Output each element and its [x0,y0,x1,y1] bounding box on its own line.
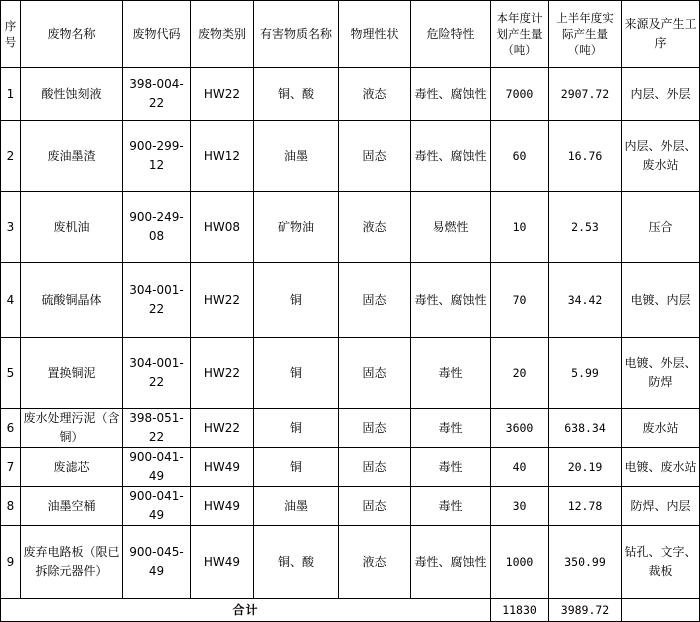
header-source-process: 来源及产生工序 [622,1,700,68]
total-planned-amount: 11830 [491,599,549,622]
cell-waste-name: 废机油 [21,192,123,263]
cell-waste-code: 900-041-49 [123,487,191,526]
header-physical-state: 物理性状 [339,1,411,68]
header-planned-amount: 本年度计划产生量（吨） [491,1,549,68]
cell-waste-category: HW22 [191,68,254,121]
table-row [1,338,700,409]
cell-serial-number: 6 [1,409,21,448]
cell-hazardous-substance: 矿物油 [254,192,339,263]
cell-waste-code: 398-004-22 [123,68,191,121]
header-waste-name: 废物名称 [21,1,123,68]
cell-hazard-characteristic: 毒性 [411,448,491,487]
header-row [1,1,700,68]
cell-actual-amount: 5.99 [549,338,622,409]
cell-hazard-characteristic: 易燃性 [411,192,491,263]
cell-waste-category: HW49 [191,448,254,487]
cell-serial-number: 4 [1,263,21,338]
cell-hazard-characteristic: 毒性、腐蚀性 [411,68,491,121]
cell-waste-code: 900-299-12 [123,121,191,192]
cell-hazardous-substance: 铜 [254,409,339,448]
header-actual-amount: 上半年度实际产生量（吨） [549,1,622,68]
cell-source-process: 废水站 [622,409,700,448]
total-actual-amount: 3989.72 [549,599,622,622]
cell-waste-name: 置换铜泥 [21,338,123,409]
cell-serial-number: 2 [1,121,21,192]
cell-serial-number: 8 [1,487,21,526]
table-row [1,487,700,526]
cell-actual-amount: 16.76 [549,121,622,192]
table-row [1,263,700,338]
header-serial-number: 序号 [1,1,21,68]
cell-source-process: 电镀、外层、防焊 [622,338,700,409]
table-body [1,68,700,599]
cell-serial-number: 5 [1,338,21,409]
total-label: 合计 [1,599,491,622]
cell-waste-name: 硫酸铜晶体 [21,263,123,338]
cell-physical-state: 液态 [339,68,411,121]
cell-planned-amount: 7000 [491,68,549,121]
cell-physical-state: 固态 [339,121,411,192]
cell-waste-code: 900-045-49 [123,526,191,599]
cell-actual-amount: 12.78 [549,487,622,526]
cell-waste-category: HW12 [191,121,254,192]
cell-serial-number: 9 [1,526,21,599]
cell-waste-code: 900-249-08 [123,192,191,263]
cell-physical-state: 固态 [339,338,411,409]
cell-waste-name: 废油墨渣 [21,121,123,192]
cell-waste-name: 废弃电路板（限已拆除元器件） [21,526,123,599]
table-row [1,68,700,121]
cell-planned-amount: 3600 [491,409,549,448]
cell-actual-amount: 638.34 [549,409,622,448]
cell-waste-category: HW22 [191,409,254,448]
table-row [1,121,700,192]
header-hazard-characteristic: 危险特性 [411,1,491,68]
cell-physical-state: 固态 [339,487,411,526]
cell-waste-category: HW08 [191,192,254,263]
cell-waste-code: 398-051-22 [123,409,191,448]
cell-waste-code: 900-041-49 [123,448,191,487]
cell-hazard-characteristic: 毒性 [411,487,491,526]
cell-planned-amount: 60 [491,121,549,192]
cell-planned-amount: 10 [491,192,549,263]
cell-hazard-characteristic: 毒性、腐蚀性 [411,263,491,338]
cell-source-process: 内层、外层 [622,68,700,121]
header-waste-category: 废物类别 [191,1,254,68]
cell-planned-amount: 70 [491,263,549,338]
cell-waste-name: 废水处理污泥（含铜） [21,409,123,448]
cell-actual-amount: 2907.72 [549,68,622,121]
total-source-empty [622,599,700,622]
table-row [1,409,700,448]
cell-actual-amount: 20.19 [549,448,622,487]
table-row [1,448,700,487]
cell-waste-category: HW22 [191,338,254,409]
cell-planned-amount: 1000 [491,526,549,599]
cell-hazard-characteristic: 毒性 [411,338,491,409]
cell-waste-name: 油墨空桶 [21,487,123,526]
cell-source-process: 钻孔、文字、裁板 [622,526,700,599]
cell-source-process: 内层、外层、废水站 [622,121,700,192]
table-row [1,526,700,599]
cell-planned-amount: 30 [491,487,549,526]
header-waste-code: 废物代码 [123,1,191,68]
header-hazardous-substance: 有害物质名称 [254,1,339,68]
table-header [1,1,700,68]
cell-serial-number: 3 [1,192,21,263]
cell-hazardous-substance: 铜 [254,263,339,338]
cell-hazard-characteristic: 毒性、腐蚀性 [411,121,491,192]
cell-waste-category: HW22 [191,263,254,338]
cell-source-process: 电镀、内层 [622,263,700,338]
cell-hazardous-substance: 铜 [254,448,339,487]
cell-hazardous-substance: 油墨 [254,121,339,192]
cell-physical-state: 固态 [339,263,411,338]
cell-physical-state: 液态 [339,192,411,263]
cell-actual-amount: 350.99 [549,526,622,599]
cell-waste-code: 304-001-22 [123,263,191,338]
cell-waste-category: HW49 [191,526,254,599]
cell-planned-amount: 40 [491,448,549,487]
cell-serial-number: 1 [1,68,21,121]
cell-waste-name: 废滤芯 [21,448,123,487]
cell-source-process: 电镀、废水站 [622,448,700,487]
cell-hazardous-substance: 油墨 [254,487,339,526]
cell-hazard-characteristic: 毒性 [411,409,491,448]
cell-physical-state: 固态 [339,409,411,448]
total-row [1,599,700,622]
cell-serial-number: 7 [1,448,21,487]
cell-planned-amount: 20 [491,338,549,409]
cell-actual-amount: 2.53 [549,192,622,263]
cell-hazard-characteristic: 毒性、腐蚀性 [411,526,491,599]
cell-source-process: 防焊、内层 [622,487,700,526]
table-footer [1,599,700,622]
cell-waste-name: 酸性蚀刻液 [21,68,123,121]
cell-hazardous-substance: 铜、酸 [254,68,339,121]
cell-hazardous-substance: 铜 [254,338,339,409]
table-row [1,192,700,263]
cell-physical-state: 固态 [339,448,411,487]
cell-actual-amount: 34.42 [549,263,622,338]
cell-hazardous-substance: 铜、酸 [254,526,339,599]
cell-source-process: 压合 [622,192,700,263]
cell-physical-state: 液态 [339,526,411,599]
cell-waste-code: 304-001-22 [123,338,191,409]
cell-waste-category: HW49 [191,487,254,526]
